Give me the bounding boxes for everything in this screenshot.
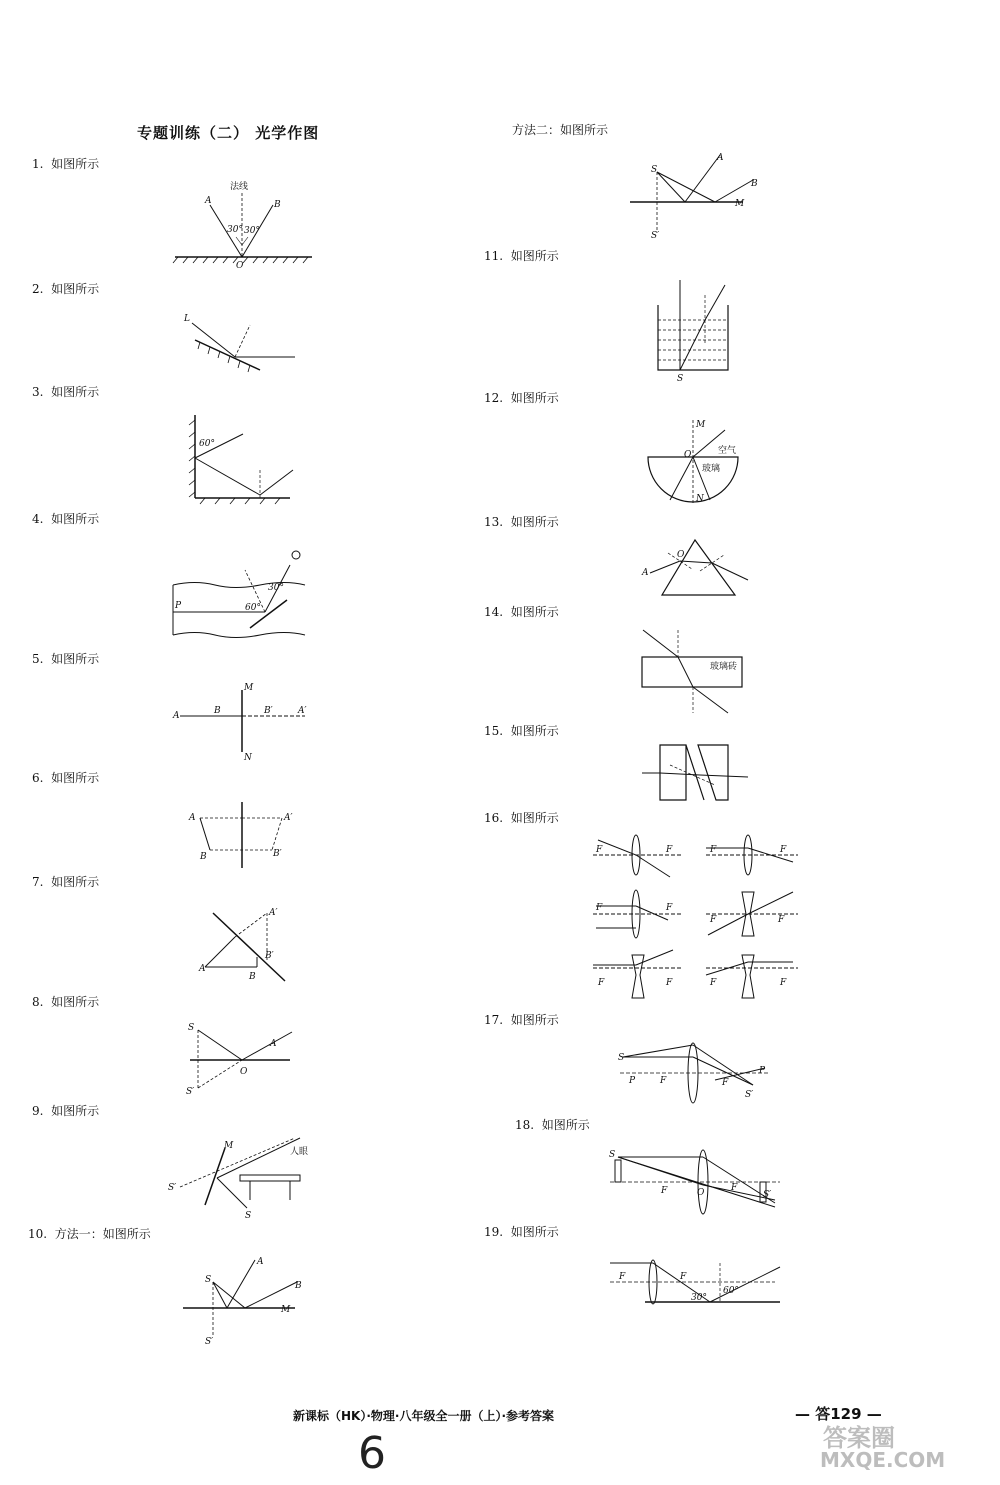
label-s-prime-fig8: S′	[186, 1087, 195, 1097]
label-f-fig19-right: F	[680, 1272, 687, 1282]
item-15: 15. 如图所示	[484, 724, 559, 738]
label-eye: 人眼	[290, 1147, 309, 1157]
label-glass: 玻璃	[702, 464, 721, 474]
item-2: 2. 如图所示	[32, 282, 100, 296]
label-a-fig8: A	[270, 1039, 277, 1049]
label-f-16-4: F	[780, 845, 787, 855]
label-a-fig5: A	[173, 711, 180, 721]
figure-2-reflection	[180, 305, 310, 375]
item-13: 13. 如图所示	[484, 515, 559, 529]
label-m-fig10b: M	[735, 199, 745, 209]
label-f-16-3: F	[710, 845, 717, 855]
label-f-16-10: F	[666, 978, 673, 988]
label-a-fig6: A	[189, 813, 196, 823]
label-s-fig10b: S	[651, 165, 658, 175]
label-b-fig6: B	[200, 852, 207, 862]
item-4: 4. 如图所示	[32, 512, 100, 526]
page-title: 专题训练（二） 光学作图	[137, 124, 320, 142]
label-s-fig17: S	[618, 1053, 625, 1063]
label-m-fig5: M	[244, 683, 254, 693]
label-s-prime-fig18: S′	[763, 1190, 772, 1200]
label-f-16-1: F	[596, 845, 603, 855]
label-f-fig19-left: F	[619, 1272, 626, 1282]
label-o-fig8: O	[240, 1067, 248, 1077]
label-f-fig18-right: F	[731, 1183, 738, 1193]
label-m-fig10a: M	[281, 1305, 291, 1315]
item-17: 17. 如图所示	[484, 1013, 559, 1027]
label-angle-60-fig4: 60°	[245, 603, 261, 613]
label-angle-60: 60°	[199, 439, 215, 449]
label-glass-brick: 玻璃砖	[710, 662, 738, 672]
label-a-fig10b: A	[717, 153, 724, 163]
label-a-fig10a: A	[257, 1257, 264, 1267]
label-s-fig18: S	[609, 1150, 616, 1160]
figure-11-water-container	[650, 275, 740, 385]
item-10: 10. 方法一：如图所示	[28, 1227, 151, 1241]
item-6: 6. 如图所示	[32, 771, 100, 785]
label-air: 空气	[718, 446, 737, 456]
handwritten-mark: 6	[358, 1428, 386, 1479]
watermark-url: MXQE.COM	[820, 1448, 946, 1472]
label-s-fig8: S	[188, 1023, 195, 1033]
label-s-prime-fig10a: S′	[205, 1337, 214, 1347]
label-o-fig12: O	[684, 450, 692, 460]
figure-10-method-2	[625, 150, 770, 242]
label-b-prime-fig7: B′	[265, 951, 274, 961]
label-a-prime-fig5: A′	[298, 706, 307, 716]
item-10-method-2: 方法二：如图所示	[512, 123, 609, 137]
label-b: B	[274, 200, 281, 210]
figure-15-split-glass	[640, 740, 755, 805]
item-14: 14. 如图所示	[484, 605, 559, 619]
label-p-fig17: P	[629, 1076, 636, 1086]
label-f-fig17-right: F	[722, 1078, 729, 1088]
item-1: 1. 如图所示	[32, 157, 100, 171]
label-n-fig5: N	[244, 753, 252, 763]
label-f-fig18-left: F	[661, 1186, 668, 1196]
label-b-prime-fig5: B′	[264, 706, 273, 716]
item-16: 16. 如图所示	[484, 811, 559, 825]
figure-7-inclined-mirror	[195, 905, 305, 990]
label-normal: 法线	[230, 182, 249, 192]
label-a-prime-fig7: A′	[269, 908, 278, 918]
label-p-fig17-right: P	[759, 1066, 766, 1076]
figure-14-glass-brick	[638, 625, 753, 715]
item-19: 19. 如图所示	[484, 1225, 559, 1239]
label-f-16-6: F	[666, 903, 673, 913]
label-o: O	[236, 261, 244, 271]
figure-10-method-1	[175, 1250, 315, 1345]
label-f-16-5: F	[596, 903, 603, 913]
label-m-fig9: M	[224, 1141, 234, 1151]
label-a-fig7: A	[199, 964, 206, 974]
label-a: A	[205, 196, 212, 206]
label-f-16-12: F	[780, 978, 787, 988]
item-8: 8. 如图所示	[32, 995, 100, 1009]
figure-13-prism	[640, 535, 755, 600]
label-angle-30-right: 30°	[244, 226, 260, 236]
figure-16-lenses	[588, 830, 803, 1010]
label-a-prime-fig6: A′	[284, 813, 293, 823]
item-18: 18. 如图所示	[515, 1118, 590, 1132]
label-o-fig13: O	[677, 550, 685, 560]
item-9: 9. 如图所示	[32, 1104, 100, 1118]
label-angle-30-fig4: 30°	[268, 583, 284, 593]
label-b-fig7: B	[249, 972, 256, 982]
label-b-prime-fig6: B′	[273, 849, 282, 859]
figure-17-convex-lens-image	[615, 1040, 775, 1115]
figure-6-plane-mirror-object	[185, 800, 305, 870]
label-angle-60-fig19: 60°	[723, 1286, 739, 1296]
label-l: L	[184, 314, 190, 324]
figure-4-sunlight-mirror	[165, 540, 325, 645]
label-s-fig11: S	[677, 374, 684, 384]
label-angle-30-left: 30°	[227, 225, 243, 235]
item-5: 5. 如图所示	[32, 652, 100, 666]
figure-19-lens-mirror	[605, 1255, 785, 1310]
label-f-16-8: F	[778, 915, 785, 925]
label-s-prime-fig17: S′	[745, 1090, 754, 1100]
label-p: P	[175, 601, 182, 611]
item-12: 12. 如图所示	[484, 391, 559, 405]
figure-8-point-source-image	[180, 1020, 310, 1100]
label-s-fig10a: S	[205, 1275, 212, 1285]
label-b-fig10b: B	[751, 179, 758, 189]
label-f-fig17-left: F	[660, 1076, 667, 1086]
label-b-fig5: B	[214, 706, 221, 716]
label-angle-30-fig19: 30°	[691, 1293, 707, 1303]
item-7: 7. 如图所示	[32, 875, 100, 889]
label-f-16-2: F	[666, 845, 673, 855]
figure-1-reflection	[170, 175, 320, 275]
item-3: 3. 如图所示	[32, 385, 100, 399]
label-o-fig18: O	[697, 1188, 705, 1198]
label-f-16-9: F	[598, 978, 605, 988]
item-11: 11. 如图所示	[484, 249, 559, 263]
label-f-16-11: F	[710, 978, 717, 988]
figure-12-semicircle-glass	[640, 415, 745, 510]
watermark-logo: 答案圈	[823, 1424, 895, 1452]
label-b-fig10a: B	[295, 1281, 302, 1291]
label-n-fig12: N	[696, 494, 704, 504]
label-s-prime-fig9: S′	[168, 1183, 177, 1193]
figure-9-eye-mirror	[165, 1130, 330, 1220]
footer-text: 新课标（HK）·物理·八年级全一册（上）·参考答案	[293, 1409, 555, 1423]
label-s-fig9: S	[245, 1211, 252, 1221]
label-f-16-7: F	[710, 915, 717, 925]
figure-18-candle-lens	[605, 1145, 785, 1220]
figure-3-two-mirrors	[175, 410, 305, 510]
label-m-fig12: M	[696, 420, 706, 430]
page-number: — 答129 —	[795, 1405, 882, 1423]
label-s-prime-fig10b: S′	[651, 231, 660, 241]
label-a-fig13: A	[642, 568, 649, 578]
figure-5-plane-mirror-image	[170, 680, 320, 765]
